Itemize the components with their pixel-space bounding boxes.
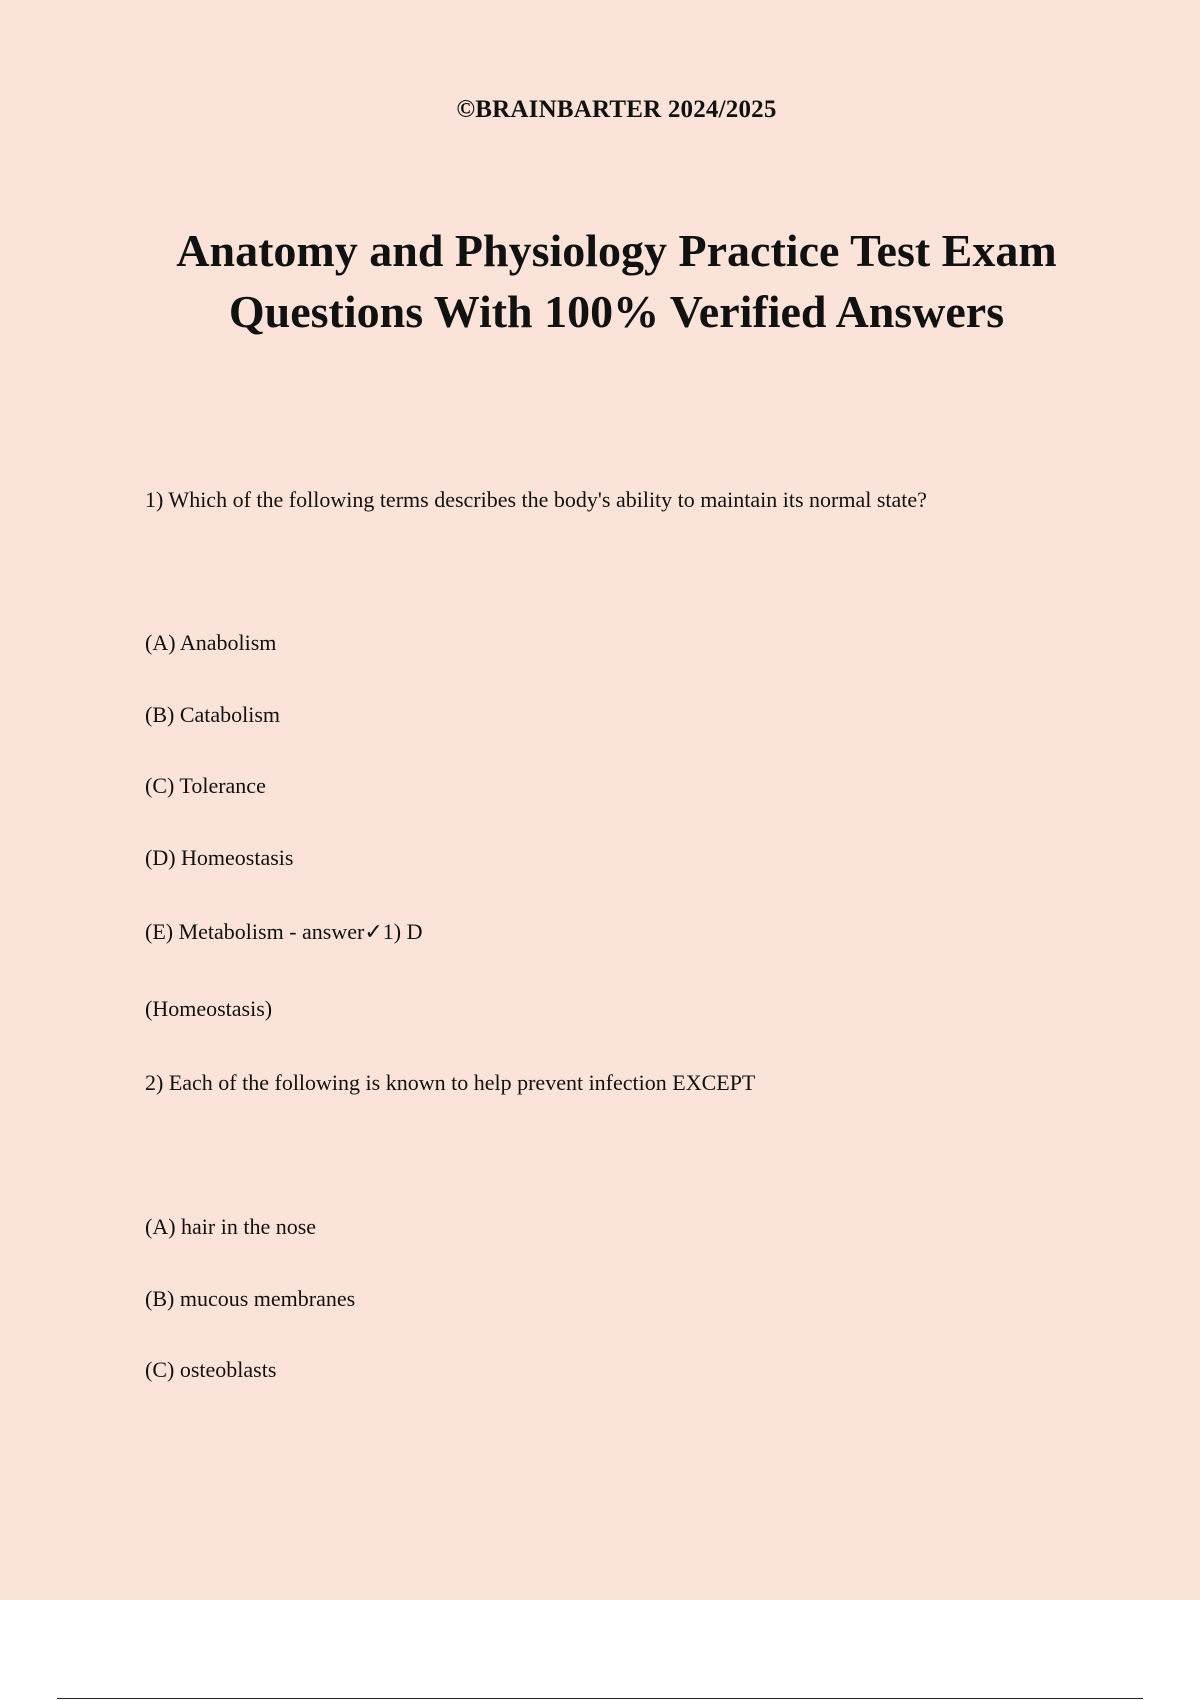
title-line-1: Anatomy and Physiology Practice Test Exam: [176, 225, 1057, 276]
checkmark-icon: ✓: [364, 920, 383, 945]
question-1-prompt: 1) Which of the following terms describes the body's ability to maintain its normal state?: [145, 487, 927, 512]
question-1-option-a: (A) Anabolism: [145, 630, 277, 655]
footer-divider: [57, 1698, 1143, 1699]
question-2-option-c: (C) osteoblasts: [145, 1357, 277, 1382]
option-e-text: (E) Metabolism - answer: [145, 919, 365, 944]
document-title: [0, 220, 1200, 342]
question-1-option-b: (B) Catabolism: [145, 702, 281, 727]
question-1-option-e: [145, 919, 422, 945]
question-1-option-c: (C) Tolerance: [145, 773, 266, 798]
question-1-option-d: (D) Homeostasis: [145, 845, 294, 870]
answer-text: 1) D: [382, 919, 423, 944]
copyright-header: ©BRAINBARTER 2024/2025: [456, 96, 777, 123]
question-2-option-a: (A) hair in the nose: [145, 1214, 317, 1239]
question-1-answer-continuation: (Homeostasis): [145, 996, 273, 1021]
question-2-prompt: 2) Each of the following is known to help prevent infection EXCEPT: [145, 1070, 756, 1095]
question-2-option-b: (B) mucous membranes: [145, 1286, 356, 1311]
title-line-2: Questions With 100% Verified Answers: [228, 286, 1005, 337]
